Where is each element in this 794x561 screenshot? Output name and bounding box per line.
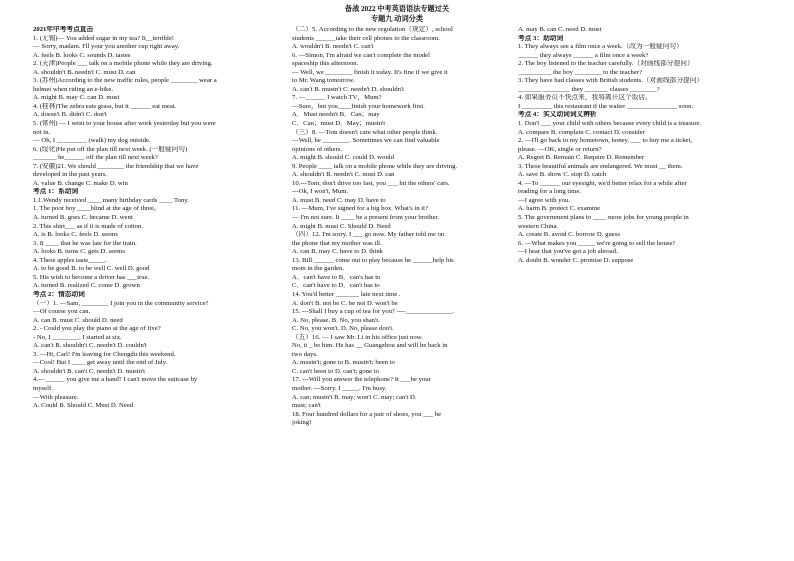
text-line: A. compare B. complain C. contact D. consider [518,128,645,136]
text-line: 17. ---Will you answer the telephone? It ___be your [292,376,431,384]
text-line: A. save B. show C. stop D. catch [518,171,607,179]
text-line: please. —OK, single or return? [518,145,602,153]
text-line: 2. (天津)People ___ talk on a mobile phone while they are driving. [33,60,213,68]
text-line: I _________ this restaurant if the waiter _______________ soon. [518,102,694,110]
section-heading: 考点 2：情态动词 [33,290,85,298]
text-line: the phone that my mother was ill. [292,239,382,247]
text-line: A. value B. change C. make D. win [33,179,128,187]
text-line: 15. ---Shall I buy a cup of tea for you? ----______________. [292,308,454,316]
text-line: 2. —I'll go back to my hometown, honey. ___ to buy me a ticket, [518,137,693,145]
text-line: C．Can；must D．May；mustn't [292,120,386,128]
text-line: 4. —To ______ our eyesight, we'd better relax for a while after [518,179,687,187]
text-line: to Mr. Wang tomorrow. [292,77,355,85]
text-line: 4.—______ you give me a hand? I can't move the suitcase by [33,376,198,384]
text-line: A. shouldn't B. can't C. needn't D. mustn't [33,367,145,375]
text-line: A. looks B. turns C. gets D. seems [33,248,125,256]
text-line: — Well, we ________ finish it today. It's fine if we give it [292,68,448,76]
text-line: A. may B. can C. need D. must [518,26,602,33]
text-line: __________ the boy ________ to the teacher? [518,68,643,76]
text-line: 4. (桂林)The zebra eats grass, but it ______ eat meat. [33,102,177,110]
text-line: 4. These apples taste_____. [33,256,107,264]
text-line: 3. —Hi, Carl! I'm leaving for Chengdu this weekend. [33,350,176,358]
text-line: A. turned B. goes C. became D. went [33,214,133,222]
section-heading: 2021年中考考点直击 [33,26,94,33]
text-line: A．Must needn't B．Can；may [292,111,380,119]
text-line: A. Regret B. Remain C. Require D. Remember [518,154,645,162]
text-line: spaceship this afternoon. [292,60,359,68]
text-line: A. can B. may C. have to D. think [292,248,384,256]
text-line: 7. —______ I watch TV，Mum? [292,94,382,102]
text-line: western China. [518,222,559,230]
text-line: （四）12. I'm sorry. I ___ go now. My father told me on [292,231,445,239]
section-heading: 考点 3：助动词 [518,34,564,42]
left-column [33,26,273,411]
text-line: A. might B. may C. can D. must [33,94,120,102]
text-line: A. can B. must C. should D. need [33,316,123,324]
text-line: mom in the garden. [292,265,345,273]
text-line: 7. (安徽)21. We should ________ the friendship that we have [33,162,199,170]
text-line: 1. Don't ___ your child with others because every child is a treasure. [518,120,702,128]
text-line: 5. (常州) — I went to your house after work yesterday but you were [33,120,216,128]
text-line: 6. —Simon, I'm afraid we can't complete the model [292,51,430,59]
text-line: _______ he______ off the plan till next week? [33,154,158,162]
text-line: —I hear that you've got a job abroad. [518,248,618,256]
text-line: mother. ---Sorry. I _____. I'm busy. [292,384,387,392]
text-line: students ______take their cell phones to the classroom. [292,34,440,42]
text-line: A. turned B. realized C. come D. grown [33,282,140,290]
text-line: —Well, he ________. Sometimes we can find valuable [292,137,440,145]
text-line: No, it _ be him. He has __ Guangzhou and will be back in [292,342,448,350]
text-line: A. create B. avoid C. borrow D. guess [518,231,620,239]
text-line: helmet when riding an e-bike. [33,85,114,93]
text-line: C. can't been to D. can't; gone to [292,367,379,375]
text-line: A. might B. must C. Should D. Need [292,222,391,230]
text-line: opinions of others. [292,145,342,153]
text-line: - No, I ________. I started at six. [33,333,122,341]
text-line: 14. You'd better _______ late next time . [292,290,401,298]
text-line: 1. The poor boy ____blind at the age of three。 [33,205,161,213]
text-line: — Sorry, madam. I'll your you another cup right away. [33,43,180,51]
text-line: 2. This shirt___ as if it is made of cotton. [33,222,144,230]
right-column [518,26,766,265]
text-line: 11. —Mum, I've signed for a big box. What's in it? [292,205,428,213]
text-line: — I'm not sure. It ____ be a present from your brother. [292,214,439,222]
text-line: 5. The government plans to ____ more jobs for young people in [518,214,689,222]
text-line: A. Could B. Should C. Must D. Need [33,402,134,410]
text-line: 6. —What makes you _____ we're going to sell the house? [518,239,676,247]
text-line: 2. The boy listened to the teacher carefully.（对画线部分提问） [518,60,694,68]
text-line: （三）8. —Tom doesn't care what other people think. [292,128,438,136]
text-line: 10.---Tom, don't drive too fast, you ___ hit the others' cars. [292,179,450,187]
text-line: —Of course you can. [33,308,91,316]
text-line: A. doubt B. wonder C. promise D. suppose [518,256,634,264]
text-line: 5. His wish to become a driver has ___true. [33,273,150,281]
text-line: ______ they always ______ a film once a week? [518,51,649,59]
text-line: 13. Bill ______ come out to play because he ______help his [292,256,454,264]
text-line: 4. 如果服务员不快点来，我将离开这个饭店。 [518,94,652,102]
text-line: must; can't [292,402,321,410]
text-line: A. can't B. mustn't C. needn't D. shouldn't [292,85,404,93]
text-line: A．can't have to B．can's has to [292,273,381,281]
text-line: C．can't have to D．can't has to [292,282,380,290]
section-heading: 考点 1：系动词 [33,188,79,196]
text-line: A. must B. need C. may D. have to [292,196,386,204]
text-line: 1.1.Wendy received ____ many birthday cards ____ Tony. [33,196,189,204]
worksheet-subtitle: 专题九 动词分类 [370,15,424,23]
text-line: —I agree with you. [518,196,570,204]
section-heading: 考点 4：实义动词词义辨析 [518,111,597,119]
text-line: 2. - Could you play the piano at the age of five? [33,325,161,333]
text-line: not in. [33,128,51,136]
text-line: A. mustn't; gone to B. mustn't; been to [292,359,395,367]
text-line: ---Ok, I won't, Mum. [292,188,349,196]
text-line: —Cool! But I ____ get away until the end of July. [33,359,168,367]
text-line: （二）5. According to the new regulation（规定）, school [292,26,453,33]
text-line: C. No, you won't. D. No, please don't. [292,325,394,333]
text-line: A. shouldn't B. needn't C. must D. can [292,171,395,179]
text-line: （一）1. —Sam, ________ I join you in the community service? [33,299,209,307]
text-line: A. wouldn't B. needn't C. can't [292,43,374,51]
text-line: 3. They have had classes with British students.（对画线部分提问） [518,77,704,85]
text-line: 3. (苏州)According to the new traffic rules, people ________ wear a [33,77,217,85]
text-line: A. No, please. B. No, you shan't. [292,316,380,324]
text-line: A. is B. looks C. feels D. seems [33,231,118,239]
text-line: A. harm B. protect C. examine [518,205,601,213]
text-line: reading for a long time. [518,188,581,196]
text-line: 1. They always see a film once a week.（改为一般疑问句） [518,43,683,51]
text-line: developed in the past years. [33,171,108,179]
middle-column [292,26,512,428]
text-line: A. can; mustn't B. may; won't C. may; can't D. [292,393,417,401]
text-line: 3. These beautiful animals are endangered. We must __ them. [518,162,683,170]
text-line: A. don't B. not be C. be not D. won't be [292,299,398,307]
text-line: —With pleasure. [33,393,79,401]
text-line: 9. People ____ talk on a mobile phone while they are driving. [292,162,458,170]
text-line: two days. [292,350,318,358]
text-line: 18. Four hundred dollars for a pair of shoes, you ___ be [292,410,442,418]
text-line: 3. It ____ that he was late for the train. [33,239,137,247]
text-line: A. feels B. looks C. sounds D. tastes [33,51,131,59]
text-line: joking! [292,419,312,427]
worksheet-title: 备战 2022 中考英语语法专题过关 [344,5,450,13]
text-line: A. can't B. shouldn't C. needn't D. couldn't [33,342,147,350]
text-line: A. to be good B. to be well C. well D. good [33,265,150,273]
text-line: —Sure，but you____finish your homework first. [292,102,425,110]
text-line: （五）16. — I saw Mr. Li in his office just now. [292,333,423,341]
text-line: — Oh, I _________ (walk) my dog outside. [33,137,151,145]
text-line: A. shouldn't B. needn't C. must D. can [33,68,136,76]
text-line: A. doesn't B. didn't C. don't [33,111,107,119]
text-line: A. might B. should C. could D. would [292,154,394,162]
text-line: 1. (无锡)— You added sugar in my tea? It__terrible! [33,34,175,42]
text-line: 6. (绥化)He put off the plan till next week. (一般疑问句) [33,145,188,153]
text-line: myself. [33,384,53,392]
text-line: _______ ________ they _______ classes ________? [518,85,660,93]
